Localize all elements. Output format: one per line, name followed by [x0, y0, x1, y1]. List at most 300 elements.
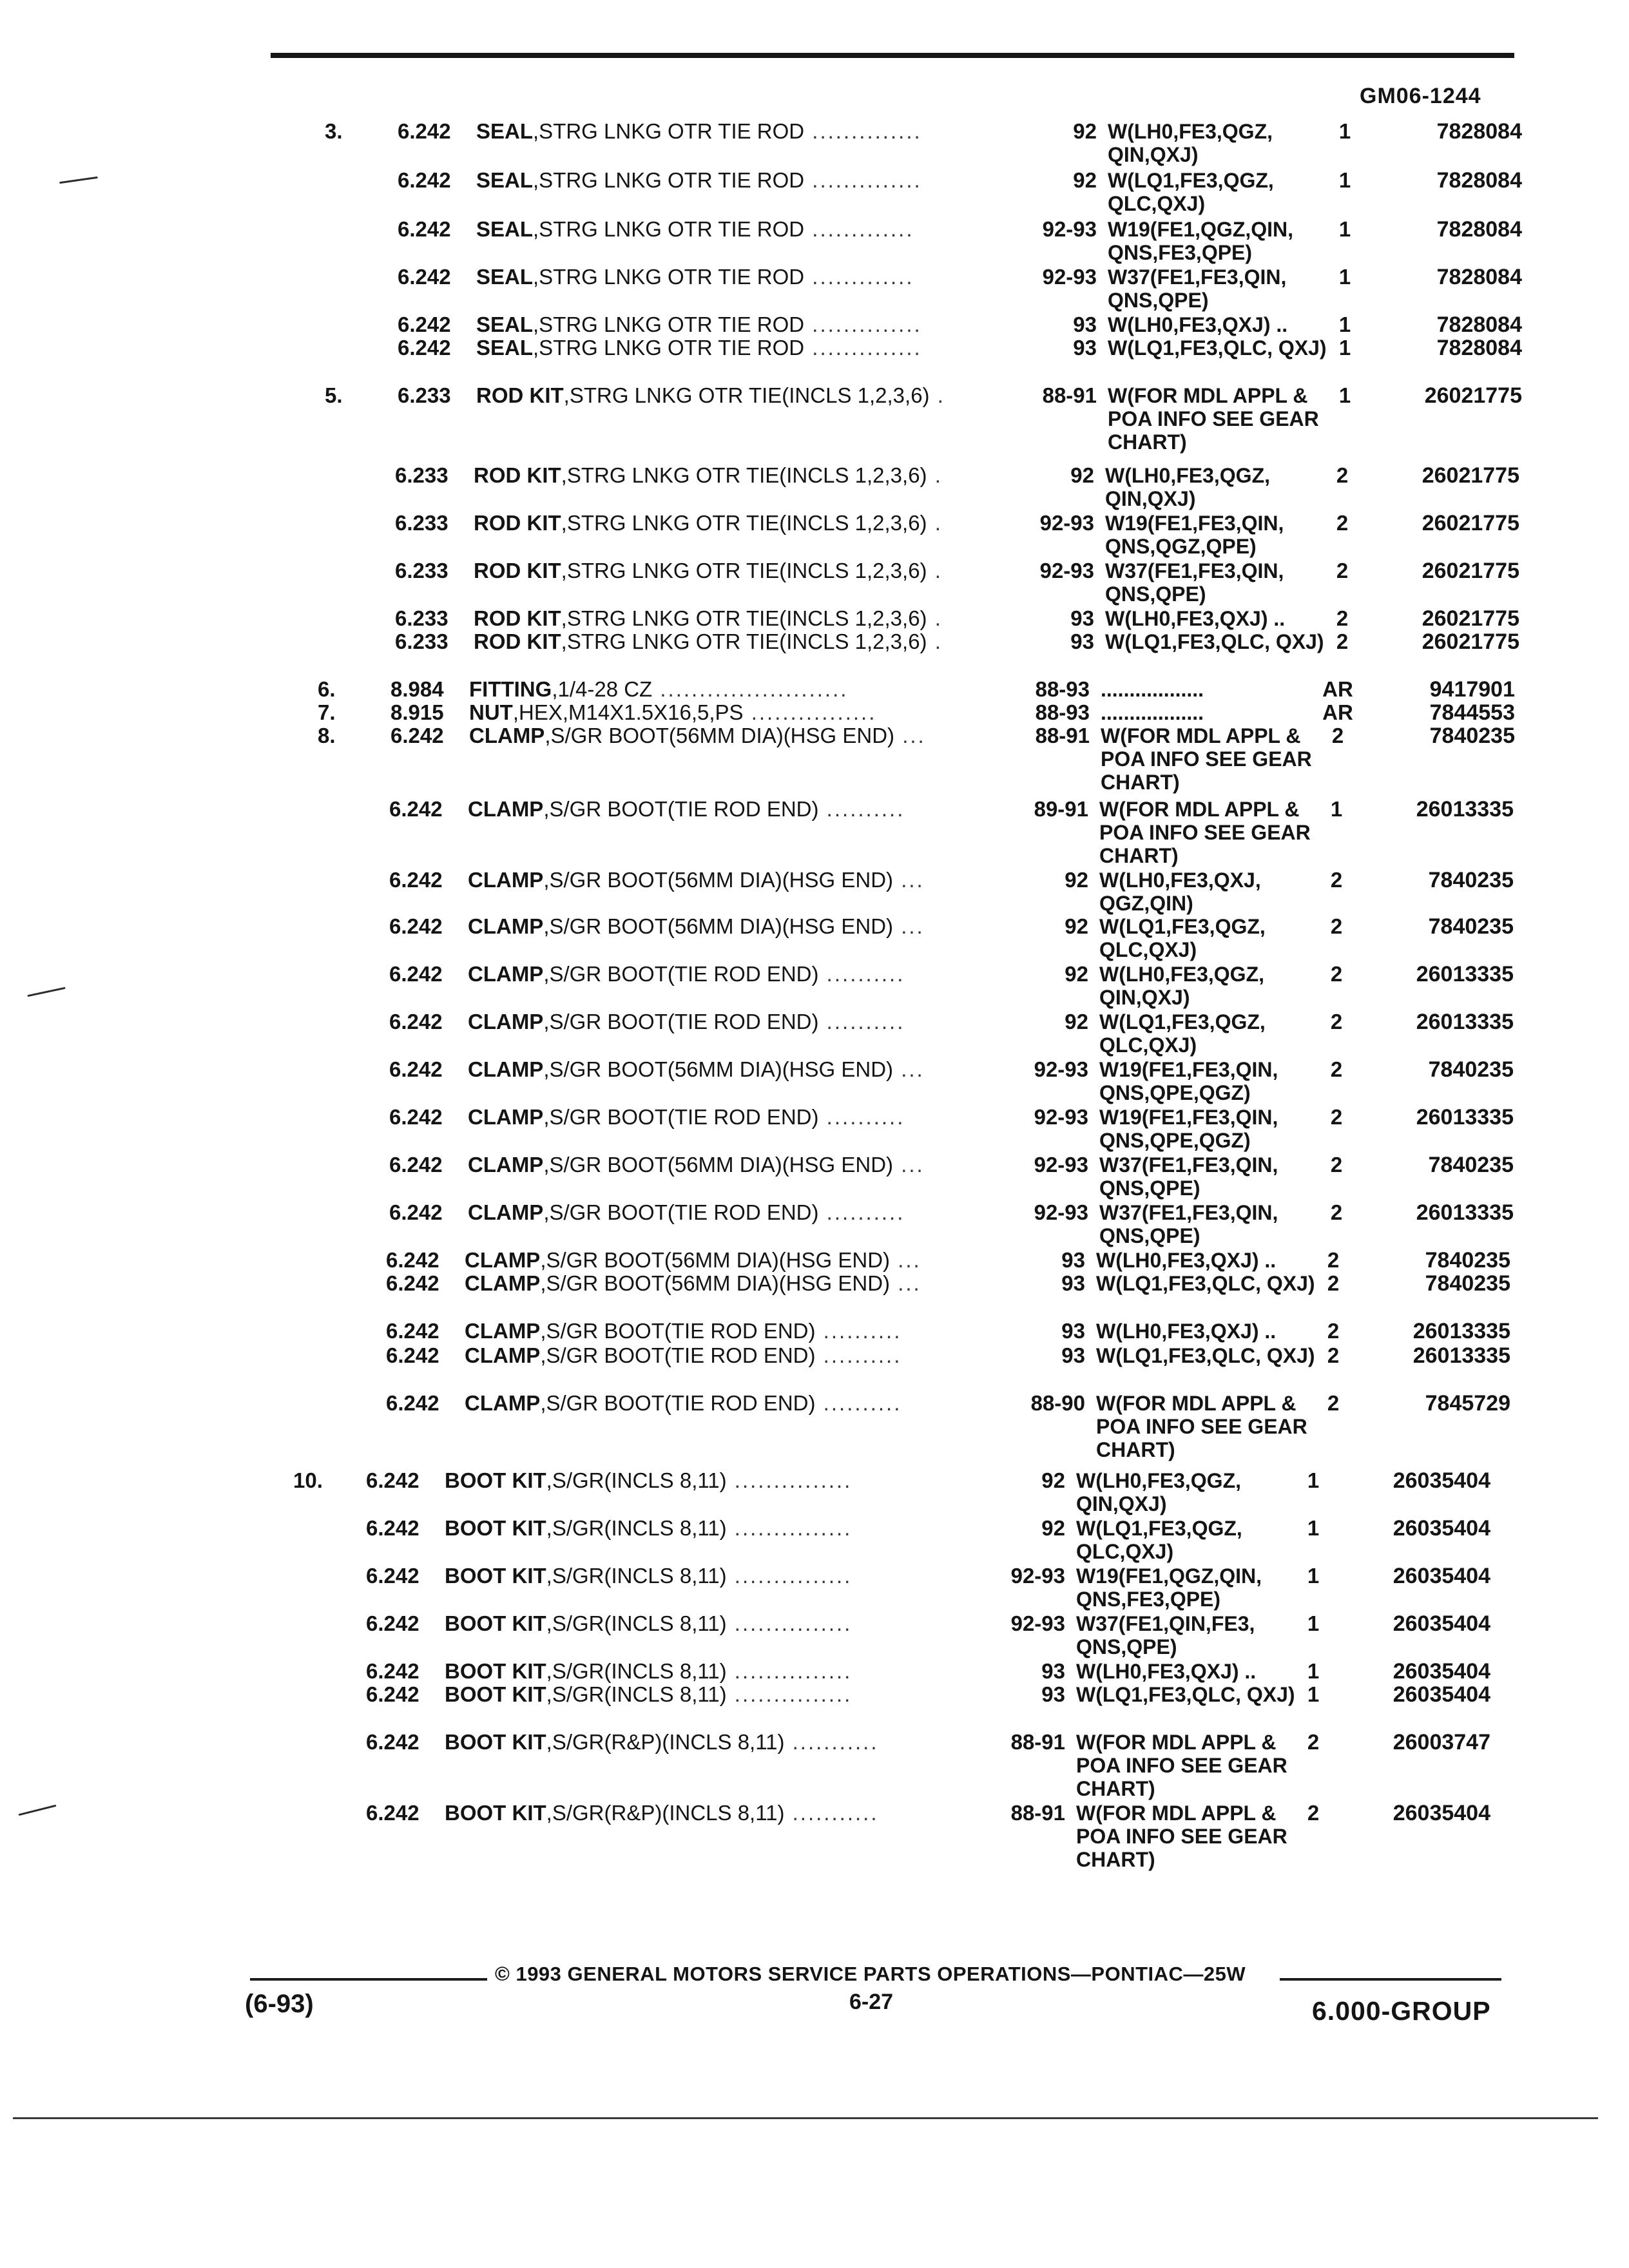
parts-row — [325, 336, 1523, 388]
quantity: 2 — [1336, 606, 1349, 630]
application: W(FOR MDL APPL & POA INFO SEE GEAR CHART) — [1076, 1802, 1287, 1871]
application: W(LQ1,FE3,QLC, QXJ) — [1108, 336, 1327, 360]
group-number: 6.242 — [389, 797, 443, 821]
group-number: 6.242 — [389, 1010, 443, 1033]
model-years: 93 — [1061, 1343, 1085, 1367]
part-detail: ,STRG LNKG OTR TIE ROD — [533, 265, 805, 289]
model-years: 88-91 — [1035, 724, 1090, 747]
part-number: 26013335 — [1416, 1010, 1514, 1034]
part-detail: ,S/GR(INCLS 8,11) — [546, 1683, 727, 1706]
part-number: 26035404 — [1393, 1659, 1490, 1684]
model-years: 92 — [1073, 119, 1097, 143]
application: W37(FE1,QIN,FE3, QNS,QPE) — [1076, 1612, 1255, 1658]
group-number: 6.242 — [386, 1343, 439, 1367]
part-detail: ,S/GR BOOT(56MM DIA)(HSG END) — [543, 1153, 894, 1177]
parts-row — [293, 1730, 1492, 1800]
part-name: ROD KIT — [474, 559, 561, 582]
part-detail: ,STRG LNKG OTR TIE ROD — [533, 218, 805, 241]
dot-leader: .......... — [818, 1010, 905, 1033]
group-number: 6.242 — [386, 1391, 439, 1415]
document-id: GM06-1244 — [1360, 84, 1481, 108]
dot-leader: .............. — [804, 336, 922, 360]
item-number: 6. — [318, 677, 336, 701]
group-number: 6.242 — [389, 914, 443, 938]
part-name: BOOT KIT — [445, 1564, 546, 1588]
group-number: 6.242 — [366, 1659, 419, 1683]
part-description — [445, 1517, 992, 1540]
part-number: 7828084 — [1436, 168, 1522, 193]
application: W(LH0,FE3,QXJ) .. — [1105, 607, 1286, 630]
parts-row — [316, 1153, 1515, 1205]
group-number: 6.242 — [389, 962, 443, 986]
parts-row — [318, 724, 1516, 794]
model-years: 93 — [1070, 629, 1094, 653]
quantity: 1 — [1338, 383, 1351, 407]
part-detail: ,HEX,M14X1.5X16,5,PS — [512, 701, 744, 724]
model-years: 92 — [1070, 463, 1094, 487]
group-number: 6.242 — [366, 1564, 419, 1588]
quantity: 2 — [1330, 868, 1343, 892]
part-name: ROD KIT — [474, 512, 561, 535]
model-years: 92-93 — [1010, 1611, 1065, 1635]
dot-leader: ............... — [726, 1564, 853, 1588]
group-number: 6.242 — [386, 1271, 439, 1295]
part-number: 26035404 — [1393, 1468, 1490, 1493]
part-name: CLAMP — [468, 963, 544, 986]
parts-row — [322, 630, 1521, 682]
parts-row — [316, 869, 1515, 920]
part-name: CLAMP — [468, 915, 544, 938]
application: W(FOR MDL APPL & POA INFO SEE GEAR CHART) — [1076, 1731, 1287, 1800]
model-years: 92 — [1065, 914, 1088, 938]
application: W(FOR MDL APPL & POA INFO SEE GEAR CHART) — [1096, 1392, 1307, 1461]
model-years: 93 — [1061, 1248, 1085, 1272]
application: W(FOR MDL APPL & POA INFO SEE GEAR CHART) — [1099, 798, 1311, 867]
model-years: 92 — [1065, 962, 1088, 986]
dot-leader: ............... — [726, 1683, 853, 1706]
part-detail: ,STRG LNKG OTR TIE(INCLS 1,2,3,6) — [561, 559, 927, 582]
part-detail: ,S/GR BOOT(TIE ROD END) — [543, 963, 819, 986]
quantity: 2 — [1327, 1271, 1340, 1295]
group-number: 6.242 — [366, 1516, 419, 1540]
quantity: 2 — [1327, 1343, 1340, 1367]
part-description — [474, 630, 1021, 653]
part-number: 7840235 — [1428, 1057, 1514, 1082]
model-years: 93 — [1070, 606, 1094, 630]
item-number: 8. — [318, 724, 336, 747]
application: W(LQ1,FE3,QLC, QXJ) — [1076, 1683, 1295, 1706]
quantity: 2 — [1331, 724, 1344, 747]
parts-row — [322, 512, 1521, 563]
part-number: 7845729 — [1425, 1391, 1510, 1416]
part-name: SEAL — [476, 218, 534, 241]
quantity: 2 — [1336, 629, 1349, 653]
part-description — [445, 1802, 992, 1825]
model-years: 93 — [1073, 336, 1097, 360]
part-description — [476, 384, 1024, 407]
quantity: 2 — [1307, 1801, 1320, 1825]
part-detail: ,S/GR BOOT(TIE ROD END) — [540, 1320, 816, 1343]
part-description — [465, 1249, 1012, 1272]
model-years: 88-91 — [1010, 1801, 1065, 1825]
part-number: 26021775 — [1422, 463, 1519, 488]
parts-row — [325, 120, 1523, 171]
application: W(LQ1,FE3,QLC, QXJ) — [1096, 1344, 1315, 1367]
part-detail: ,S/GR BOOT(TIE ROD END) — [543, 1106, 819, 1129]
part-name: CLAMP — [468, 798, 544, 821]
parts-row — [316, 1106, 1515, 1157]
part-name: FITTING — [469, 678, 552, 701]
part-detail: ,S/GR BOOT(56MM DIA)(HSG END) — [545, 724, 895, 747]
part-description — [474, 559, 1021, 582]
application: W(LH0,FE3,QXJ) .. — [1096, 1249, 1277, 1272]
part-detail: ,S/GR BOOT(TIE ROD END) — [540, 1344, 816, 1367]
group-number: 6.242 — [398, 336, 451, 360]
part-description — [465, 1344, 1012, 1367]
part-number: 26013335 — [1412, 1319, 1510, 1343]
part-number: 26003747 — [1393, 1730, 1490, 1754]
bottom-rule — [13, 2117, 1598, 2119]
part-description — [468, 1201, 1016, 1224]
dot-leader: ............... — [726, 1517, 853, 1540]
part-number: 26021775 — [1422, 511, 1519, 535]
part-number: 26035404 — [1393, 1516, 1490, 1541]
footer-rule-right — [1280, 1978, 1501, 1981]
part-name: SEAL — [476, 336, 534, 360]
group-number: 6.242 — [386, 1248, 439, 1272]
part-detail: ,S/GR BOOT(56MM DIA)(HSG END) — [543, 869, 894, 892]
application: W(LH0,FE3,QXJ, QGZ,QIN) — [1099, 869, 1261, 915]
part-number: 7828084 — [1436, 265, 1522, 289]
group-number: 6.242 — [390, 724, 444, 747]
part-detail: ,S/GR BOOT(TIE ROD END) — [540, 1392, 816, 1415]
dot-leader: ............. — [804, 218, 914, 241]
quantity: 2 — [1330, 962, 1343, 986]
model-years: 93 — [1061, 1271, 1085, 1295]
quantity: 1 — [1338, 217, 1351, 241]
part-name: CLAMP — [468, 1010, 544, 1033]
group-number: 6.233 — [395, 559, 448, 582]
model-years: 92-93 — [1042, 265, 1097, 289]
part-number: 26021775 — [1422, 559, 1519, 583]
dot-leader: . — [927, 464, 943, 487]
part-number: 7840235 — [1428, 868, 1514, 892]
quantity: 1 — [1307, 1611, 1320, 1635]
dot-leader: ........................ — [652, 678, 849, 701]
application: W(LQ1,FE3,QGZ, QLC,QXJ) — [1099, 1010, 1266, 1057]
dot-leader: .......... — [818, 963, 905, 986]
part-detail: ,S/GR BOOT(TIE ROD END) — [543, 1201, 819, 1224]
part-number: 9417901 — [1429, 677, 1515, 702]
application: W(LH0,FE3,QXJ) .. — [1076, 1660, 1257, 1683]
model-years: 92 — [1065, 1010, 1088, 1033]
dot-leader: . — [929, 384, 945, 407]
part-detail: ,S/GR(R&P)(INCLS 8,11) — [546, 1802, 785, 1825]
dot-leader: .......... — [818, 798, 905, 821]
part-description — [468, 1106, 1016, 1129]
dot-leader: .......... — [818, 1106, 905, 1129]
part-detail: ,STRG LNKG OTR TIE(INCLS 1,2,3,6) — [561, 630, 927, 653]
group-number: 6.242 — [386, 1319, 439, 1343]
model-years: 89-91 — [1034, 797, 1088, 821]
part-number: 26021775 — [1422, 629, 1519, 654]
quantity: 2 — [1330, 1057, 1343, 1081]
quantity: 1 — [1338, 168, 1351, 192]
parts-row — [325, 218, 1523, 269]
part-number: 7840235 — [1425, 1248, 1510, 1273]
model-years: 88-91 — [1042, 383, 1097, 407]
part-number: 26021775 — [1424, 383, 1522, 408]
dot-leader: .......... — [815, 1320, 902, 1343]
quantity: 1 — [1338, 336, 1351, 360]
group-number: 6.242 — [389, 1057, 443, 1081]
quantity: 2 — [1336, 463, 1349, 487]
application: .................. — [1101, 701, 1204, 724]
part-name: CLAMP — [468, 1153, 544, 1177]
part-name: CLAMP — [465, 1272, 541, 1295]
part-name: ROD KIT — [474, 464, 561, 487]
dot-leader: ... — [893, 1058, 925, 1081]
model-years: 88-91 — [1010, 1730, 1065, 1754]
model-years: 92-93 — [1039, 511, 1094, 535]
parts-row — [325, 169, 1523, 220]
application: W(LH0,FE3,QGZ, QIN,QXJ) — [1099, 963, 1264, 1009]
model-years: 92-93 — [1034, 1105, 1088, 1129]
group-number: 6.242 — [398, 217, 451, 241]
part-number: 7828084 — [1436, 217, 1522, 242]
group-number: 6.242 — [366, 1801, 419, 1825]
part-number: 26035404 — [1393, 1611, 1490, 1636]
quantity: 2 — [1330, 1105, 1343, 1129]
application: W(FOR MDL APPL & POA INFO SEE GEAR CHART) — [1108, 384, 1319, 454]
revision-date: (6-93) — [245, 1990, 314, 2018]
group-number: 6.242 — [366, 1682, 419, 1706]
parts-row — [322, 559, 1521, 611]
dot-leader: .......... — [815, 1392, 902, 1415]
quantity: 2 — [1327, 1248, 1340, 1272]
part-detail: ,STRG LNKG OTR TIE ROD — [533, 336, 805, 360]
part-description — [465, 1320, 1012, 1343]
part-description — [445, 1660, 992, 1683]
dot-leader: ............... — [726, 1660, 853, 1683]
group-number: 6.242 — [398, 119, 451, 143]
application: W(FOR MDL APPL & POA INFO SEE GEAR CHART) — [1101, 724, 1312, 794]
part-number: 26013335 — [1416, 1200, 1514, 1225]
group-number: 6.233 — [395, 606, 448, 630]
application: W19(FE1,FE3,QIN, QNS,QGZ,QPE) — [1105, 512, 1284, 558]
application: W(LH0,FE3,QGZ, QIN,QXJ) — [1076, 1469, 1241, 1515]
parts-row — [316, 1010, 1515, 1062]
quantity: 1 — [1307, 1659, 1320, 1683]
model-years: 92-93 — [1010, 1564, 1065, 1588]
dot-leader: ... — [890, 1249, 921, 1272]
part-description — [445, 1731, 992, 1754]
application: W19(FE1,QGZ,QIN, QNS,FE3,QPE) — [1108, 218, 1294, 264]
parts-row — [293, 1517, 1492, 1568]
parts-row — [325, 265, 1523, 317]
item-number: 10. — [293, 1468, 323, 1492]
part-description — [445, 1683, 992, 1706]
part-name: BOOT KIT — [445, 1683, 546, 1706]
part-description — [474, 464, 1021, 487]
application: W19(FE1,FE3,QIN, QNS,QPE,QGZ) — [1099, 1106, 1278, 1152]
part-description — [468, 1010, 1016, 1033]
part-name: CLAMP — [465, 1344, 541, 1367]
part-detail: ,S/GR(INCLS 8,11) — [546, 1517, 727, 1540]
part-name: CLAMP — [465, 1249, 541, 1272]
group-number: 6.242 — [398, 265, 451, 289]
quantity: 2 — [1330, 1153, 1343, 1177]
quantity: 1 — [1307, 1516, 1320, 1540]
dot-leader: ........... — [784, 1731, 879, 1754]
part-detail: ,S/GR(INCLS 8,11) — [546, 1564, 727, 1588]
model-years: 92-93 — [1042, 217, 1097, 241]
group-number: 6.242 — [366, 1730, 419, 1754]
part-detail: ,S/GR(INCLS 8,11) — [546, 1469, 727, 1492]
application: W19(FE1,QGZ,QIN, QNS,FE3,QPE) — [1076, 1564, 1262, 1611]
part-description — [445, 1469, 992, 1492]
dot-leader: ............... — [726, 1612, 853, 1635]
group-number: 6.233 — [395, 511, 448, 535]
dot-leader: ... — [894, 724, 926, 747]
group-number: 6.242 — [398, 168, 451, 192]
dot-leader: ........... — [784, 1802, 879, 1825]
part-description — [476, 120, 1024, 143]
dot-leader: .............. — [804, 169, 922, 192]
model-years: 93 — [1041, 1659, 1065, 1683]
quantity: 2 — [1336, 511, 1349, 535]
application: W(LQ1,FE3,QGZ, QLC,QXJ) — [1076, 1517, 1242, 1563]
model-years: 92-93 — [1039, 559, 1094, 582]
part-detail: ,STRG LNKG OTR TIE ROD — [533, 313, 805, 336]
part-name: ROD KIT — [474, 607, 561, 630]
part-name: CLAMP — [465, 1392, 541, 1415]
quantity: 1 — [1330, 797, 1343, 821]
part-detail: ,STRG LNKG OTR TIE ROD — [533, 169, 805, 192]
application: W37(FE1,FE3,QIN, QNS,QPE) — [1099, 1153, 1278, 1200]
part-number: 7840235 — [1429, 724, 1515, 748]
part-number: 26013335 — [1416, 962, 1514, 986]
quantity: 2 — [1330, 1010, 1343, 1033]
dot-leader: ... — [893, 1153, 925, 1177]
dot-leader: ... — [893, 869, 925, 892]
model-years: 93 — [1073, 312, 1097, 336]
model-years: 92 — [1065, 868, 1088, 892]
quantity: 2 — [1327, 1319, 1340, 1343]
model-years: 88-93 — [1035, 700, 1090, 724]
part-detail: ,STRG LNKG OTR TIE(INCLS 1,2,3,6) — [561, 512, 927, 535]
parts-row — [316, 963, 1515, 1014]
parts-row — [293, 1683, 1492, 1735]
part-number: 7840235 — [1428, 1153, 1514, 1177]
application: W37(FE1,FE3,QIN, QNS,QPE) — [1108, 265, 1287, 312]
item-number: 5. — [325, 383, 343, 407]
parts-row — [316, 915, 1515, 966]
part-name: CLAMP — [468, 1106, 544, 1129]
model-years: 92 — [1041, 1468, 1065, 1492]
part-detail: ,S/GR BOOT(56MM DIA)(HSG END) — [540, 1249, 891, 1272]
part-description — [469, 724, 1017, 747]
part-description — [445, 1564, 992, 1588]
application: W(LQ1,FE3,QGZ, QLC,QXJ) — [1099, 915, 1266, 961]
part-description — [468, 915, 1016, 938]
application: W(LQ1,FE3,QLC, QXJ) — [1105, 630, 1324, 653]
part-detail: ,S/GR BOOT(56MM DIA)(HSG END) — [543, 1058, 894, 1081]
part-description — [465, 1272, 1012, 1295]
item-number: 7. — [318, 700, 336, 724]
part-detail: ,S/GR BOOT(TIE ROD END) — [543, 1010, 819, 1033]
application: W(LH0,FE3,QGZ, QIN,QXJ) — [1105, 464, 1270, 510]
part-number: 7840235 — [1428, 914, 1514, 939]
parts-row — [313, 1344, 1512, 1396]
part-description — [468, 1153, 1016, 1177]
part-detail: ,1/4-28 CZ — [552, 678, 653, 701]
part-name: CLAMP — [468, 1058, 544, 1081]
application: W37(FE1,FE3,QIN, QNS,QPE) — [1099, 1201, 1278, 1247]
parts-row — [325, 383, 1523, 454]
quantity: 2 — [1307, 1730, 1320, 1754]
group-label: 6.000-GROUP — [1312, 1996, 1491, 2026]
application: W(LH0,FE3,QXJ) .. — [1096, 1320, 1277, 1343]
parts-row — [313, 1272, 1512, 1323]
group-number: 6.233 — [395, 629, 448, 653]
part-description — [468, 963, 1016, 986]
part-number: 26013335 — [1416, 797, 1514, 822]
part-detail: ,STRG LNKG OTR TIE ROD — [533, 120, 805, 143]
part-detail: ,S/GR BOOT(56MM DIA)(HSG END) — [540, 1272, 891, 1295]
part-detail: ,S/GR(R&P)(INCLS 8,11) — [546, 1731, 785, 1754]
part-name: SEAL — [476, 169, 534, 192]
part-detail: ,STRG LNKG OTR TIE(INCLS 1,2,3,6) — [561, 607, 927, 630]
dot-leader: ............. — [804, 265, 914, 289]
parts-row — [293, 1612, 1492, 1664]
application: W19(FE1,FE3,QIN, QNS,QPE,QGZ) — [1099, 1058, 1278, 1104]
part-name: SEAL — [476, 313, 534, 336]
part-number: 7840235 — [1425, 1271, 1510, 1296]
application: .................. — [1101, 678, 1204, 701]
part-description — [468, 798, 1016, 821]
part-name: BOOT KIT — [445, 1660, 546, 1683]
part-description — [468, 869, 1016, 892]
part-number: 7828084 — [1436, 312, 1522, 337]
part-number: 26035404 — [1393, 1564, 1490, 1588]
group-number: 6.242 — [389, 1153, 443, 1177]
model-years: 92-93 — [1034, 1057, 1088, 1081]
quantity: 1 — [1307, 1682, 1320, 1706]
model-years: 92 — [1041, 1516, 1065, 1540]
quantity: AR — [1322, 677, 1353, 701]
application: W(LH0,FE3,QGZ, QIN,QXJ) — [1108, 120, 1273, 166]
dot-leader: .......... — [815, 1344, 902, 1367]
dot-leader: . — [927, 630, 943, 653]
part-description — [476, 336, 1024, 360]
copyright-notice: © 1993 GENERAL MOTORS SERVICE PARTS OPERATIONS—PONTIAC—25W — [495, 1963, 1246, 1985]
part-description — [469, 678, 1017, 701]
part-description — [476, 218, 1024, 241]
parts-row — [293, 1469, 1492, 1521]
application: W(LH0,FE3,QXJ) .. — [1108, 313, 1288, 336]
parts-row — [313, 1391, 1512, 1461]
dot-leader: .......... — [818, 1201, 905, 1224]
part-description — [476, 313, 1024, 336]
group-number: 8.984 — [390, 677, 444, 701]
part-name: CLAMP — [468, 869, 544, 892]
model-years: 88-90 — [1030, 1391, 1085, 1415]
model-years: 92 — [1073, 168, 1097, 192]
part-description — [445, 1612, 992, 1635]
part-number: 7828084 — [1436, 336, 1522, 360]
part-number: 26021775 — [1422, 606, 1519, 631]
